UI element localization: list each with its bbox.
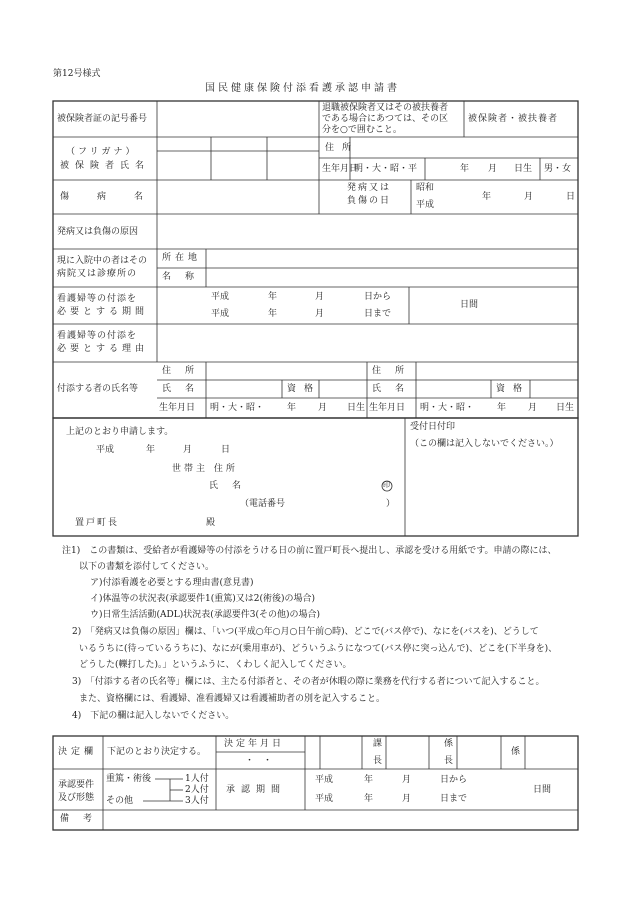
attendant2-month-unit: 月 (528, 403, 538, 413)
note-2-line-1: 2) 「発病又は負傷の原因」欄は、「いつ(平成○年○月○日午前○時)、どこで(バス停で)、なにを(バスを)、どうして (72, 627, 539, 637)
attendant1-name-label: 氏名 (162, 384, 209, 394)
approval-to-year: 年 (364, 794, 374, 804)
decision-text: 下記のとおり決定する。 (107, 747, 207, 757)
note-4: 4) 下記の欄は記入しないでください。 (72, 711, 235, 721)
attendant1-month-unit: 月 (318, 403, 328, 413)
note-1-item-a: ア)付添看護を必要とする理由書(意見書) (90, 578, 254, 588)
approval-from-day: 日から (440, 775, 468, 785)
reason-field[interactable] (158, 325, 577, 361)
note-1-item-i: イ)体温等の状況表(承認要件1(重篤)又は2(術後)の場合) (90, 594, 316, 604)
approval-to-day: 日まで (440, 794, 468, 804)
period-from-year: 年 (268, 292, 278, 302)
decision-date-label: 決定年月日 (224, 739, 285, 749)
onset-label-2: 負傷の日 (347, 196, 392, 206)
insured-card-number-field[interactable] (158, 103, 318, 136)
form-number: 第12号様式 (53, 69, 101, 79)
page-title: 国民健康保険付添看護承認申請書 (205, 83, 400, 94)
disease-name-label: 傷病名 (60, 192, 172, 202)
furigana-field[interactable] (158, 138, 318, 150)
cause-label: 発病又は負傷の原因 (57, 227, 139, 237)
period-to-month: 月 (315, 309, 325, 319)
hospital-label-1: 現に入院中の者はその (57, 256, 148, 266)
retiree-note-1: 退職被保険者又はその被扶養者 (322, 103, 449, 113)
approval-from-year: 年 (364, 775, 374, 785)
insured-name-field[interactable] (158, 152, 318, 179)
insured-card-number-label: 被保険者証の記号番号 (57, 114, 148, 124)
req-two-person[interactable]: 2人付 (185, 785, 209, 795)
address-field[interactable] (351, 138, 577, 157)
attendant2-address-label: 住所 (372, 366, 419, 376)
req-one-person[interactable]: 1人付 (185, 774, 209, 784)
attendant2-year-unit: 年 (497, 403, 507, 413)
req-label-1: 承認要件 (58, 780, 95, 790)
approval-from-heisei: 平成 (315, 775, 334, 785)
birth-month-unit: 月 (488, 164, 498, 174)
onset-year-unit: 年 (482, 192, 492, 202)
note-1-line-2: 以下の書類を添付してください。 (79, 562, 215, 572)
sex-select[interactable]: 男・女 (544, 164, 572, 174)
req-three-person[interactable]: 3人付 (185, 796, 209, 806)
decision-label: 決定欄 (58, 747, 98, 757)
attendant1-address-label: 住所 (162, 366, 209, 376)
birth-date-label: 生年月日 (322, 164, 359, 174)
attendant1-qualification-label: 資格 (287, 384, 322, 394)
phone-close: ） (386, 499, 396, 509)
reason-label-1: 看護婦等の付添を (57, 331, 138, 341)
application-date-heisei: 平成 (96, 445, 115, 455)
subsection-chief-label-2: 長 (444, 756, 454, 766)
birth-day-unit: 日生 (514, 164, 533, 174)
period-to-day: 日まで (364, 309, 392, 319)
mayor-label: 置戸町長 (75, 518, 120, 528)
householder-address-label: 世帯主 住所 (172, 464, 238, 474)
application-date-year: 年 (146, 445, 156, 455)
decision-date-dots: ・ ・ (245, 756, 273, 766)
reason-label-2: 必要とする理由 (57, 344, 149, 354)
note-1-line-1: 注1) この書類は、受給者が看護婦等の付添をうける日の前に置戸町長へ提出し、承認を受ける用紙です。申請の際には、 (62, 546, 557, 556)
attendant1-birth-label: 生年月日 (159, 403, 196, 413)
birth-era-select[interactable]: 明・大・昭・平 (354, 164, 418, 174)
attendant2-name-label: 氏名 (372, 384, 419, 394)
note-3-line-2: また、資格欄には、看護婦、准看護婦又は看護補助者の別を記入すること。 (79, 694, 386, 704)
period-label-1: 看護婦等の付添を (57, 294, 138, 304)
householder-name-label: 氏名 (209, 481, 256, 491)
onset-showa[interactable]: 昭和 (416, 183, 435, 193)
attendant2-era-select[interactable]: 明・大・昭・ (420, 403, 475, 413)
attendant2-qualification-label: 資格 (496, 384, 531, 394)
req-other[interactable]: その他 (106, 796, 134, 806)
attendant-label: 付添する者の氏名等 (57, 384, 139, 394)
furigana-label: （フリガナ） (66, 147, 138, 157)
remarks-field[interactable] (104, 811, 577, 829)
application-date-month: 月 (183, 445, 193, 455)
note-3-line-1: 3) 「付添する者の氏名等」欄には、主たる付添者と、その者が休暇の際に業務を代行する者について記入すること。 (72, 677, 545, 687)
section-chief-label-2: 長 (373, 756, 383, 766)
hospital-location-field[interactable] (207, 250, 577, 267)
dono-label: 殿 (206, 518, 216, 528)
retiree-note-3: 分を○で囲むこと。 (322, 125, 402, 135)
insured-name-label: 被保険者氏名 (60, 161, 151, 171)
approval-from-month: 月 (402, 775, 412, 785)
location-label: 所在地 (162, 253, 202, 263)
phone-label: （電話番号 (240, 499, 286, 509)
attendant1-era-select[interactable]: 明・大・昭・ (210, 403, 265, 413)
hospital-label-2: 病院又は診療所の (57, 269, 138, 279)
attendant1-year-unit: 年 (287, 403, 297, 413)
section-chief-label-1: 課 (373, 739, 383, 749)
approval-to-heisei: 平成 (315, 794, 334, 804)
staff-label: 係 (511, 747, 521, 757)
onset-month-unit: 月 (524, 192, 534, 202)
receipt-stamp-label: 受付日付印 (410, 422, 456, 432)
period-to-year: 年 (268, 309, 278, 319)
note-2-line-3: どうした(轢打した)。」というふうに、くわしく記入してください。 (79, 660, 352, 670)
hospital-name-label: 名称 (162, 272, 209, 282)
req-label-2: 及び形態 (58, 793, 95, 803)
retiree-note-2: である場合にあつては、その区 (322, 114, 449, 124)
birth-year-unit: 年 (460, 164, 470, 174)
onset-label-1: 発病又は (347, 183, 392, 193)
req-severe[interactable]: 重篤・術後 (106, 774, 152, 784)
disease-name-field[interactable] (158, 181, 318, 213)
period-to-heisei: 平成 (211, 309, 230, 319)
approval-period-label: 承認期間 (226, 785, 287, 795)
seal-mark: 印 (383, 481, 390, 489)
hospital-name-field[interactable] (207, 269, 577, 286)
period-from-heisei: 平成 (211, 292, 230, 302)
approval-days-label: 日間 (533, 785, 552, 795)
cause-field[interactable] (158, 215, 577, 248)
subsection-chief-label-1: 係 (444, 739, 454, 749)
receipt-note: （この欄は記入しないでください。） (410, 439, 559, 449)
period-from-month: 月 (315, 292, 325, 302)
address-label: 住所 (325, 143, 360, 153)
period-days-label: 日間 (460, 300, 479, 310)
note-1-item-u: ウ)日常生活活動(ADL)状況表(承認要件3(その他)の場合) (90, 610, 320, 620)
remarks-label: 備考 (60, 814, 107, 824)
onset-heisei[interactable]: 平成 (416, 200, 435, 210)
attendant2-day-unit: 日生 (556, 403, 575, 413)
attendant2-birth-label: 生年月日 (369, 403, 406, 413)
period-label-2: 必要とする期間 (57, 307, 149, 317)
note-2-line-2: いるうちに(待っているうちに)、なにが(乗用車が)、どういうふうになつて(バス停に突っ込んで)、どこを(下半身を)、 (79, 644, 558, 654)
approval-to-month: 月 (402, 794, 412, 804)
attendant1-day-unit: 日生 (347, 403, 366, 413)
period-from-day: 日から (364, 292, 392, 302)
application-date-day: 日 (221, 445, 231, 455)
onset-day-unit: 日 (566, 192, 576, 202)
application-statement: 上記のとおり申請します。 (66, 427, 174, 437)
insured-dependent-select[interactable]: 被保険者・被扶養者 (468, 114, 559, 124)
